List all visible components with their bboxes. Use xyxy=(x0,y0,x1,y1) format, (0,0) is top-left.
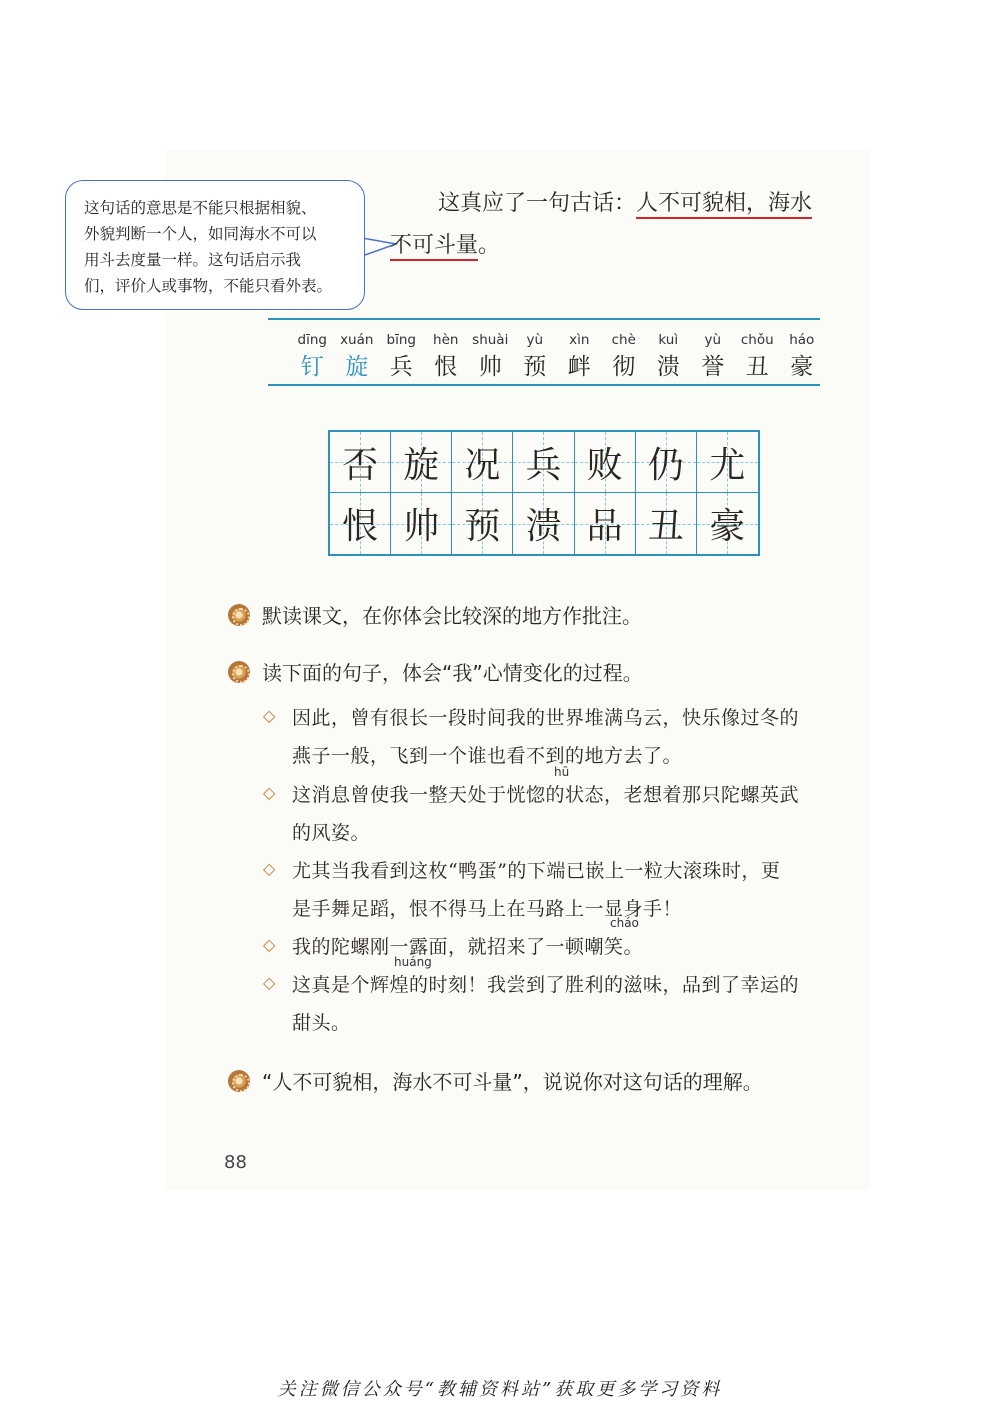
char-item xyxy=(335,330,380,384)
quote-underlined-2: 不可斗量 xyxy=(390,233,478,261)
chars-top-rule xyxy=(268,318,820,320)
char-item xyxy=(557,330,602,384)
char-pinyin: yù xyxy=(704,332,722,348)
grid-char: 预 xyxy=(464,506,501,547)
char-pinyin: xuán xyxy=(340,332,374,348)
footer-promo: 关注微信公众号“教辅资料站”获取更多学习资料 xyxy=(277,1379,723,1400)
char-item xyxy=(691,330,736,384)
grid-cell xyxy=(636,432,697,493)
sentence-5-line-1: 这真是个辉煌的时刻！我尝到了胜利的滋味，品到了幸运的 xyxy=(292,974,800,996)
grid-char: 败 xyxy=(586,444,623,486)
char-hanzi: 帅 xyxy=(478,354,502,380)
char-pinyin: dīng xyxy=(297,332,327,348)
grid-char: 旋 xyxy=(403,444,440,486)
writing-grid xyxy=(328,430,760,556)
char-pinyin: háo xyxy=(789,332,815,348)
char-hanzi: 预 xyxy=(523,354,547,380)
char-hanzi: 丑 xyxy=(745,354,769,380)
task-1 xyxy=(228,600,642,629)
char-item xyxy=(646,330,691,384)
task-text: 默读课文，在你体会比较深的地方作批注。 xyxy=(262,604,642,628)
grid-char: 丑 xyxy=(647,506,684,547)
char-hanzi: 旋 xyxy=(345,354,369,380)
task-bullet-icon xyxy=(228,1070,250,1092)
diamond-bullet-icon: ◇ xyxy=(263,783,276,802)
annotation-line: 这句话的意思是不能只根据相貌、 xyxy=(84,199,317,217)
grid-char: 况 xyxy=(464,444,501,486)
grid-char: 尤 xyxy=(709,444,746,486)
sentence-2-line-1: 这消息曾使我一整天处于恍惚的状态，老想着那只陀螺英武 xyxy=(292,784,800,806)
sentence-3-line-1: 尤其当我看到这枚“鸭蛋”的下端已嵌上一粒大滚珠时，更 xyxy=(292,860,781,882)
grid-char: 恨 xyxy=(342,506,379,547)
grid-char: 溃 xyxy=(525,506,562,547)
grid-char: 仍 xyxy=(647,444,684,486)
sentence-1-line-2: 燕子一般，飞到一个谁也看不到的地方去了。 xyxy=(292,745,683,767)
char-item xyxy=(290,330,335,384)
char-pinyin: yù xyxy=(526,332,544,348)
quote-line-1 xyxy=(438,186,812,217)
char-hanzi: 衅 xyxy=(567,354,591,380)
grid-char: 帅 xyxy=(403,506,440,547)
diamond-bullet-icon: ◇ xyxy=(263,706,276,725)
sentence-5-line-2: 甜头。 xyxy=(292,1012,351,1034)
char-hanzi: 彻 xyxy=(612,354,636,380)
grid-cell xyxy=(452,432,513,493)
char-hanzi: 溃 xyxy=(656,354,680,380)
char-item xyxy=(424,330,469,384)
quote-underlined-1: 人不可貌相，海水 xyxy=(636,191,812,219)
diamond-bullet-icon: ◇ xyxy=(263,973,276,992)
chars-bottom-rule xyxy=(268,384,820,386)
task-text: “人不可貌相，海水不可斗量”，说说你对这句话的理解。 xyxy=(262,1070,763,1094)
quote-suffix: 。 xyxy=(478,233,501,258)
grid-char: 豪 xyxy=(709,506,746,547)
quote-prefix: 这真应了一句古话： xyxy=(438,191,637,216)
char-hanzi: 豪 xyxy=(790,354,814,380)
page-number: 88 xyxy=(224,1152,247,1173)
char-hanzi: 兵 xyxy=(389,354,413,380)
sentence-2-line-2: 的风姿。 xyxy=(292,822,371,844)
grid-cell xyxy=(575,493,636,554)
char-item xyxy=(513,330,558,384)
char-pinyin: xìn xyxy=(569,332,590,348)
sentence-4-line-1: 我的陀螺刚一露面，就招来了一顿嘲笑。 xyxy=(292,936,644,958)
grid-cell xyxy=(513,493,574,554)
diamond-bullet-icon: ◇ xyxy=(263,935,276,954)
annotation-callout xyxy=(65,180,365,310)
grid-cell xyxy=(513,432,574,493)
sentence-1-line-1: 因此，曾有很长一段时间我的世界堆满乌云，快乐像过冬的 xyxy=(292,707,800,729)
char-item xyxy=(735,330,780,384)
grid-cell xyxy=(330,432,391,493)
grid-cell xyxy=(636,493,697,554)
task-3 xyxy=(228,1066,763,1095)
grid-cell xyxy=(575,432,636,493)
char-hanzi: 誉 xyxy=(701,354,725,380)
recognize-chars-row xyxy=(290,330,824,384)
ruby-annotation: cháo xyxy=(610,916,639,930)
char-pinyin: chǒu xyxy=(740,332,774,348)
grid-char: 兵 xyxy=(525,444,562,486)
char-pinyin: kuì xyxy=(658,332,679,348)
char-item xyxy=(780,330,825,384)
grid-cell xyxy=(330,493,391,554)
grid-cell xyxy=(391,493,452,554)
annotation-line: 们，评价人或事物，不能只看外表。 xyxy=(84,277,333,295)
task-text: 读下面的句子，体会“我”心情变化的过程。 xyxy=(262,661,643,685)
char-item xyxy=(379,330,424,384)
grid-cell xyxy=(391,432,452,493)
ruby-annotation: hū xyxy=(554,765,570,779)
grid-char: 品 xyxy=(586,506,623,547)
char-pinyin: shuài xyxy=(472,332,509,348)
sentence-3-line-2: 是手舞足蹈，恨不得马上在马路上一显身手！ xyxy=(292,898,683,920)
char-pinyin: hèn xyxy=(433,332,459,348)
grid-char: 否 xyxy=(342,444,379,486)
char-hanzi: 恨 xyxy=(434,354,458,380)
task-bullet-icon xyxy=(228,661,250,683)
task-bullet-icon xyxy=(228,604,250,626)
grid-cell xyxy=(697,432,758,493)
char-hanzi: 钉 xyxy=(300,354,324,380)
char-item xyxy=(468,330,513,384)
char-pinyin: bīng xyxy=(386,332,416,348)
ruby-annotation: huáng xyxy=(394,955,432,969)
char-pinyin: chè xyxy=(611,332,636,348)
task-2 xyxy=(228,657,643,686)
quote-line-2 xyxy=(390,228,500,259)
grid-cell xyxy=(452,493,513,554)
char-item xyxy=(602,330,647,384)
annotation-line: 用斗去度量一样。这句话启示我 xyxy=(84,251,302,269)
annotation-line: 外貌判断一个人，如同海水不可以 xyxy=(84,225,317,243)
grid-cell xyxy=(697,493,758,554)
diamond-bullet-icon: ◇ xyxy=(263,859,276,878)
